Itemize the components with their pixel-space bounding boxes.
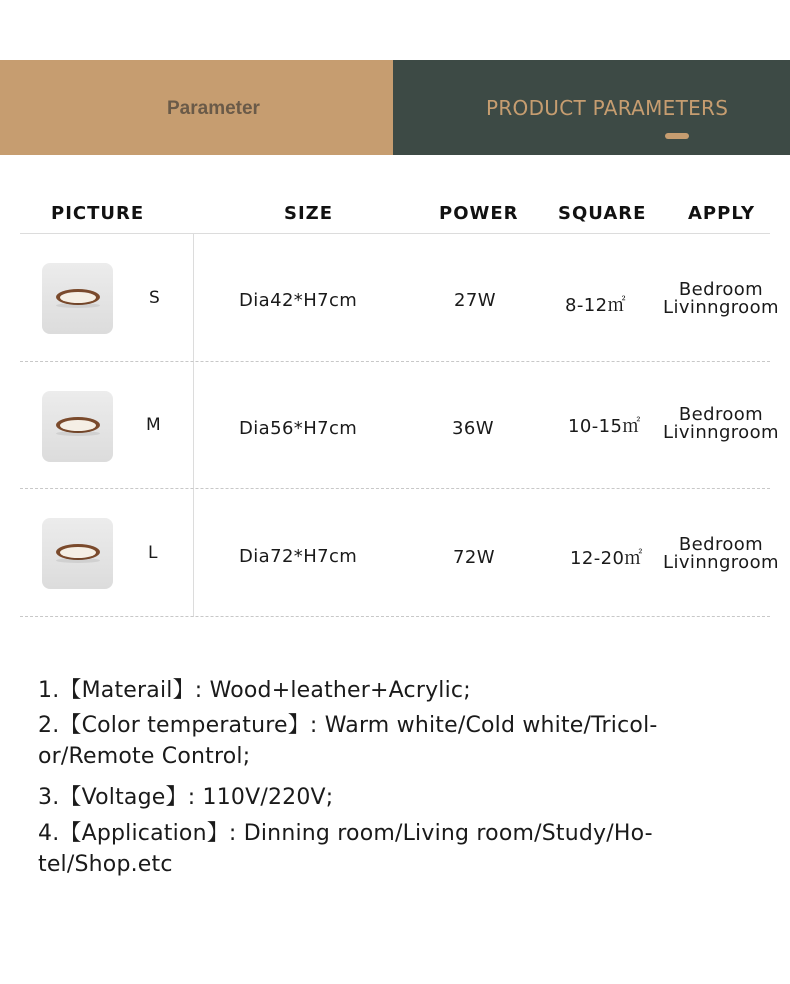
dimensions-m: Dia56*H7cm xyxy=(239,418,358,439)
apply-line2-s: Livinngroom xyxy=(663,297,779,318)
size-code-s: S xyxy=(149,288,161,308)
apply-line1-m: Bedroom xyxy=(678,404,764,425)
dimensions-l: Dia72*H7cm xyxy=(239,546,358,567)
apply-line1-l: Bedroom xyxy=(678,534,764,555)
note-application: 4.【Application】: Dinning room/Living room/Study/Ho- xyxy=(38,821,653,846)
square-m: 10-15㎡ xyxy=(568,416,641,437)
header-size: SIZE xyxy=(284,203,334,224)
note-material: 1.【Materail】: Wood+leather+Acrylic; xyxy=(38,678,471,703)
power-m: 36W xyxy=(452,418,494,439)
dimensions-s: Dia42*H7cm xyxy=(239,290,358,311)
product-thumbnail-m xyxy=(42,391,113,462)
header-apply: APPLY xyxy=(688,203,756,224)
table-bottom-divider xyxy=(20,616,770,617)
apply-line2-m: Livinngroom xyxy=(663,422,779,443)
note-color-temperature: 2.【Color temperature】: Warm white/Cold white/Tricol- xyxy=(38,713,658,738)
banner-left-panel xyxy=(0,60,393,155)
size-code-m: M xyxy=(146,415,162,435)
header-square: SQUARE xyxy=(558,203,647,224)
power-l: 72W xyxy=(453,547,495,568)
banner-parameter-label: Parameter xyxy=(167,98,260,119)
product-thumbnail-s xyxy=(42,263,113,334)
note-color-temperature-cont: or/Remote Control; xyxy=(38,744,251,769)
power-s: 27W xyxy=(454,290,496,311)
banner-right-panel xyxy=(393,60,790,155)
row-divider xyxy=(20,361,770,362)
apply-line2-l: Livinngroom xyxy=(663,552,779,573)
banner-accent-bar xyxy=(665,133,689,139)
product-thumbnail-l xyxy=(42,518,113,589)
size-code-l: L xyxy=(148,543,158,563)
header-picture: PICTURE xyxy=(51,203,145,224)
note-application-cont: tel/Shop.etc xyxy=(38,852,173,877)
note-voltage: 3.【Voltage】: 110V/220V; xyxy=(38,785,334,810)
square-s: 8-12㎡ xyxy=(565,295,626,316)
row-divider xyxy=(20,488,770,489)
header-power: POWER xyxy=(439,203,519,224)
apply-line1-s: Bedroom xyxy=(678,279,764,300)
square-l: 12-20㎡ xyxy=(570,548,643,569)
header-divider xyxy=(20,233,770,234)
banner-product-parameters-label: PRODUCT PARAMETERS xyxy=(486,96,729,120)
header-banner xyxy=(0,60,790,155)
column-divider xyxy=(193,234,194,617)
